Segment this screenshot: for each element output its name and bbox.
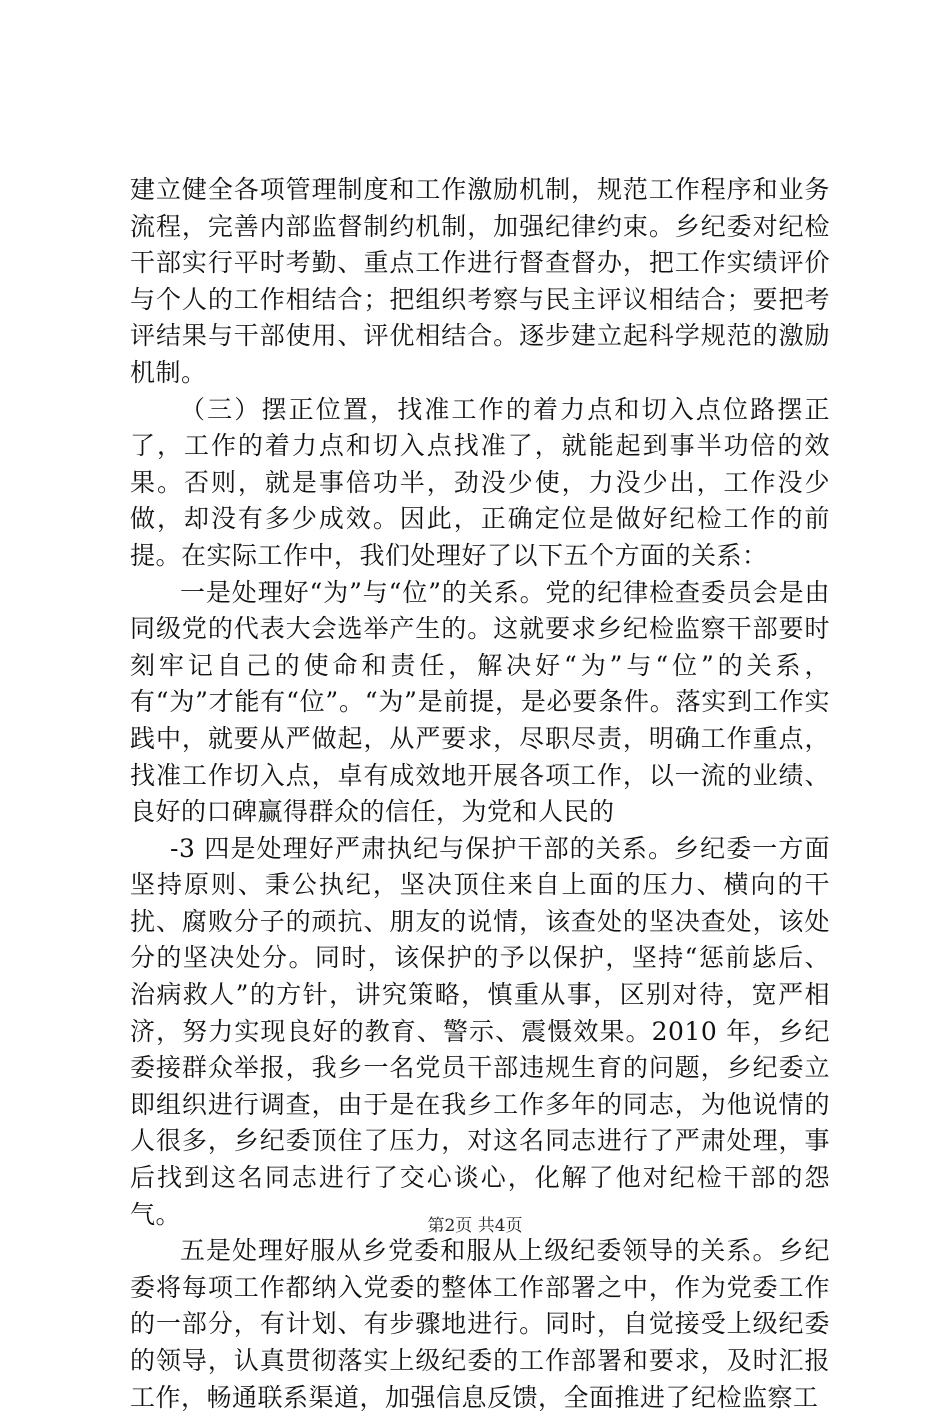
paragraph-relation-one: 一是处理好“为”与“位”的关系。党的纪律检查委员会是由同级党的代表大会选举产生的。这就要求乡纪检监察干部要时刻牢记自己的使命和责任，解决好“为”与“位”的关系，有“为”才能有“位”。“为”是前提，是必要条件。落实到工作实践中，就要从严做起，从严要求，尽职尽责，明确工作重点，找准工作切入点，卓有成效地开展各项工作，以一流的业绩、良好的口碑赢得群众的信任，为党和人民的: [130, 577, 830, 827]
page-number-footer: 第2页 共4页: [427, 1216, 523, 1236]
paragraph-relation-four: -3 四是处理好严肃执纪与保护干部的关系。乡纪委一方面坚持原则、秉公执纪，坚决顶住来自上面的压力、横向的干扰、腐败分子的顽抗、朋友的说情，该查处的坚决查处，该处分的坚决处分。同时，该保护的予以保护，坚持“惩前毖后、治病救人”的方针，讲究策略，慎重从事，区别对待，宽严相济，努力实现良好的教育、警示、震慑效果。2010 年，乡纪委接群众举报，我乡一名党员干部违规生育的问题，乡纪委立即组织进行调查，由于是在我乡工作多年的同志，为他说情的人很多，乡纪委顶住了压力，对这名同志进行了严肃处理，事后找到这名同志进行了交心谈心，化解了他对纪检干部的怨气。: [130, 833, 830, 1229]
paragraph-incentive-mechanism: 建立健全各项管理制度和工作激励机制，规范工作程序和业务流程，完善内部监督制约机制，加强纪律约束。乡纪委对纪检干部实行平时考勤、重点工作进行督查督办，把工作实绩评价与个人的工作相结合；把组织考察与民主评议相结合；要把考评结果与干部使用、评优相结合。逐步建立起科学规范的激励机制。: [130, 175, 830, 387]
paragraph-relation-five: 五是处理好服从乡党委和服从上级纪委领导的关系。乡纪委将每项工作都纳入党委的整体工作部署之中，作为党委工作的一部分，有计划、有步骤地进行。同时，自觉接受上级纪委的领导，认真贯彻落实上级纪委的工作部署和要求，及时汇报工作，畅通联系渠道，加强信息反馈，全面推进了纪检监察工: [130, 1236, 830, 1412]
paragraph-section-three: （三）摆正位置，找准工作的着力点和切入点位路摆正了，工作的着力点和切入点找准了，就能起到事半功倍的效果。否则，就是事倍功半，劲没少使，力没少出，工作没少做，却没有多少成效。因此，正确定位是做好纪检工作的前提。在实际工作中，我们处理好了以下五个方面的关系：: [130, 394, 830, 570]
